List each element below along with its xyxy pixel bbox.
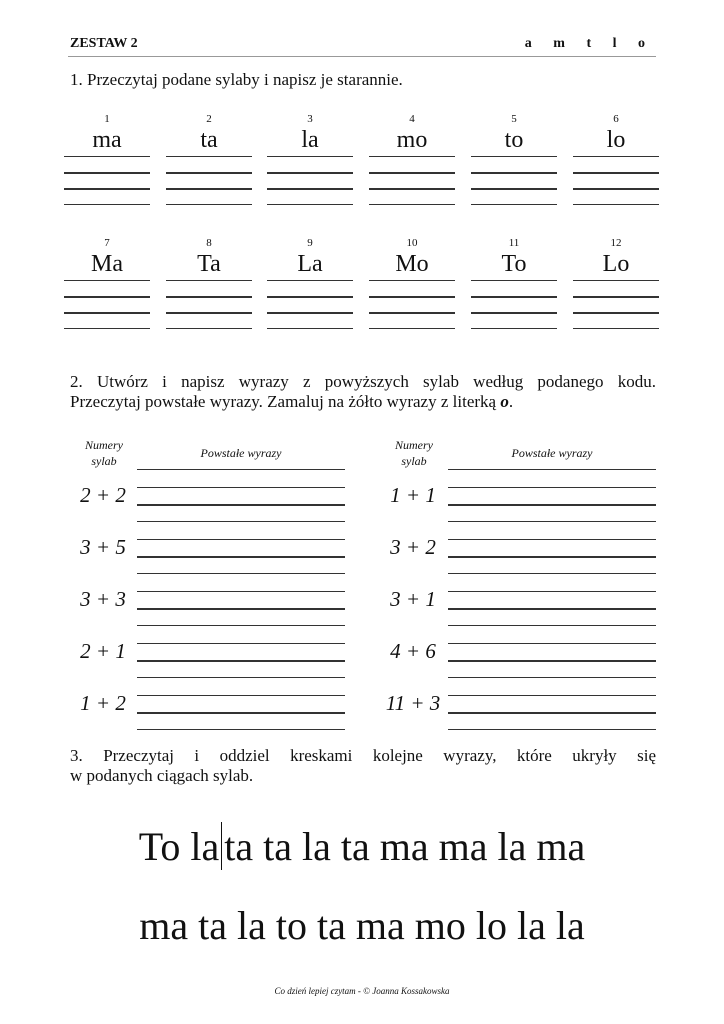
answer-line[interactable] xyxy=(448,712,656,714)
chain1-rest: ta ta la ta ma ma la ma xyxy=(224,824,586,869)
writing-line[interactable] xyxy=(471,280,557,281)
answer-line[interactable] xyxy=(137,625,345,626)
header-numbers-label: Numery xyxy=(85,438,123,452)
answer-line[interactable] xyxy=(448,521,656,522)
syllable-number: 10 xyxy=(406,237,418,249)
syllable-card xyxy=(369,236,455,336)
writing-line[interactable] xyxy=(573,328,659,329)
answer-line[interactable] xyxy=(448,695,656,696)
answer-line[interactable] xyxy=(448,504,656,506)
syllable-chain-2[interactable]: ma ta la to ta ma mo lo la la xyxy=(139,903,585,948)
syllable-card xyxy=(64,112,150,212)
footer-credit: Co dzień lepiej czytam - © Joanna Kossakowska xyxy=(274,986,450,996)
writing-line[interactable] xyxy=(448,469,656,470)
exercise3-instruction xyxy=(70,746,656,786)
writing-line[interactable] xyxy=(64,296,150,298)
syllable-number: 6 xyxy=(613,113,619,125)
exercise3-instruction-line2: w podanych ciągach sylab. xyxy=(70,766,254,785)
syllable-card xyxy=(64,236,150,336)
answer-line[interactable] xyxy=(137,729,345,730)
writing-line[interactable] xyxy=(573,296,659,298)
syllable-number: 7 xyxy=(104,237,110,249)
syllable-number: 5 xyxy=(511,113,517,125)
syllable-text: Ma xyxy=(91,251,123,277)
writing-line[interactable] xyxy=(64,280,150,281)
exercise3-instruction-line1: 3. Przeczytaj i oddziel kreskami kolejne wyrazy, które ukryły się xyxy=(70,746,656,765)
letter-o: o xyxy=(500,392,509,411)
syllable-code: 11 + 3 xyxy=(385,691,441,715)
syllable-text: to xyxy=(504,127,524,153)
writing-line[interactable] xyxy=(471,172,557,174)
answer-line[interactable] xyxy=(448,591,656,592)
writing-line[interactable] xyxy=(267,188,353,190)
answer-line[interactable] xyxy=(137,591,345,592)
answer-line[interactable] xyxy=(448,539,656,540)
answer-line[interactable] xyxy=(137,487,345,488)
syllable-card xyxy=(573,112,659,212)
writing-line[interactable] xyxy=(166,204,252,205)
answer-line[interactable] xyxy=(137,695,345,696)
syllable-card xyxy=(471,236,557,336)
syllable-text: lo xyxy=(606,127,626,153)
exercise1-instruction: 1. Przeczytaj podane sylaby i napisz je starannie. xyxy=(70,70,403,89)
syllable-code: 1 + 1 xyxy=(390,483,436,507)
left-header-words: Powstałe wyrazy xyxy=(200,446,282,460)
syllable-text: ma xyxy=(92,127,122,153)
answer-line[interactable] xyxy=(448,677,656,678)
syllable-card xyxy=(267,112,353,212)
syllable-code: 3 + 2 xyxy=(390,535,436,559)
writing-line[interactable] xyxy=(267,280,353,281)
syllable-number: 11 xyxy=(508,237,520,249)
header-syllables-label: sylab xyxy=(401,454,427,468)
answer-line[interactable] xyxy=(137,643,345,644)
syllable-text: mo xyxy=(396,127,428,153)
writing-line[interactable] xyxy=(267,172,353,174)
writing-line[interactable] xyxy=(369,296,455,298)
chain1-first-word: To la xyxy=(138,824,220,869)
writing-line[interactable] xyxy=(166,312,252,314)
writing-line[interactable] xyxy=(64,156,150,157)
writing-line[interactable] xyxy=(166,188,252,190)
syllable-number: 9 xyxy=(307,237,313,249)
answer-line[interactable] xyxy=(448,556,656,558)
writing-line[interactable] xyxy=(471,312,557,314)
writing-line[interactable] xyxy=(64,188,150,190)
writing-line[interactable] xyxy=(267,312,353,314)
answer-line[interactable] xyxy=(448,729,656,730)
divider-mark xyxy=(221,822,222,870)
header-numbers-label: Numery xyxy=(395,438,433,452)
syllable-number: 12 xyxy=(610,237,622,249)
syllable-code: 3 + 1 xyxy=(390,587,436,611)
set-title: ZESTAW 2 xyxy=(70,36,138,51)
syllable-code: 2 + 2 xyxy=(80,483,126,507)
syllable-code: 4 + 6 xyxy=(390,639,436,663)
writing-line[interactable] xyxy=(471,204,557,205)
syllable-card xyxy=(369,112,455,212)
letters-set: a m t l o xyxy=(524,36,654,51)
answer-line[interactable] xyxy=(137,608,345,610)
writing-line[interactable] xyxy=(267,156,353,157)
page-header xyxy=(68,34,656,57)
writing-line[interactable] xyxy=(369,156,455,157)
writing-line[interactable] xyxy=(64,172,150,174)
syllable-code: 3 + 3 xyxy=(80,587,126,611)
exercise2-instruction-text: Przeczytaj powstałe wyrazy. Zamaluj na żółto wyrazy z literką xyxy=(70,392,501,411)
writing-line[interactable] xyxy=(369,328,455,329)
syllable-text: La xyxy=(297,251,323,277)
answer-line[interactable] xyxy=(448,573,656,574)
writing-line[interactable] xyxy=(166,280,252,281)
syllable-card xyxy=(573,236,659,336)
exercise2-instruction-line2 xyxy=(70,392,656,412)
syllable-number: 1 xyxy=(104,113,110,125)
answer-line[interactable] xyxy=(137,539,345,540)
answer-line[interactable] xyxy=(137,677,345,678)
answer-line[interactable] xyxy=(137,712,345,714)
exercise2-instruction-line1: 2. Utwórz i napisz wyrazy z powyższych sylab według podanego kodu. xyxy=(70,372,656,391)
writing-line[interactable] xyxy=(64,312,150,314)
right-header-words: Powstałe wyrazy xyxy=(511,446,593,460)
answer-line[interactable] xyxy=(137,660,345,662)
writing-line[interactable] xyxy=(573,312,659,314)
writing-line[interactable] xyxy=(573,188,659,190)
exercise2-instruction-end: . xyxy=(508,392,514,411)
writing-line[interactable] xyxy=(369,172,455,174)
exercise2-instruction xyxy=(70,372,656,412)
syllable-text: To xyxy=(501,251,527,277)
writing-line[interactable] xyxy=(267,204,353,205)
answer-line[interactable] xyxy=(137,521,345,522)
answer-line[interactable] xyxy=(448,625,656,626)
writing-line[interactable] xyxy=(166,328,252,329)
answer-line[interactable] xyxy=(448,660,656,662)
answer-line[interactable] xyxy=(448,608,656,610)
answer-line[interactable] xyxy=(448,487,656,488)
syllable-number: 4 xyxy=(409,113,415,125)
writing-line[interactable] xyxy=(471,156,557,157)
syllable-number: 3 xyxy=(307,113,313,125)
writing-line[interactable] xyxy=(267,296,353,298)
writing-line[interactable] xyxy=(166,156,252,157)
answer-line[interactable] xyxy=(137,573,345,574)
writing-line[interactable] xyxy=(471,296,557,298)
right-header-numbers xyxy=(376,437,452,469)
answer-line[interactable] xyxy=(137,556,345,558)
writing-line[interactable] xyxy=(369,204,455,205)
syllable-card xyxy=(471,112,557,212)
writing-line[interactable] xyxy=(573,204,659,205)
syllable-card xyxy=(166,112,252,212)
syllable-code: 3 + 5 xyxy=(80,535,126,559)
answer-line[interactable] xyxy=(137,504,345,506)
header-syllables-label: sylab xyxy=(91,454,117,468)
left-header-numbers xyxy=(66,437,142,469)
writing-line[interactable] xyxy=(166,296,252,298)
syllable-code: 1 + 2 xyxy=(80,691,126,715)
writing-line[interactable] xyxy=(369,280,455,281)
writing-line[interactable] xyxy=(64,328,150,329)
syllable-text: la xyxy=(301,127,319,153)
writing-line[interactable] xyxy=(573,156,659,157)
syllable-card xyxy=(267,236,353,336)
writing-line[interactable] xyxy=(64,204,150,205)
syllable-text: ta xyxy=(200,127,218,153)
syllable-text: Lo xyxy=(602,251,630,277)
writing-line[interactable] xyxy=(471,188,557,190)
writing-line[interactable] xyxy=(471,328,557,329)
writing-line[interactable] xyxy=(369,188,455,190)
writing-line[interactable] xyxy=(573,172,659,174)
answer-line[interactable] xyxy=(448,643,656,644)
writing-line[interactable] xyxy=(137,469,345,470)
syllable-number: 2 xyxy=(206,113,212,125)
writing-line[interactable] xyxy=(166,172,252,174)
syllable-code: 2 + 1 xyxy=(80,639,126,663)
syllable-card xyxy=(166,236,252,336)
writing-line[interactable] xyxy=(369,312,455,314)
writing-line[interactable] xyxy=(573,280,659,281)
writing-line[interactable] xyxy=(267,328,353,329)
syllable-text: Ta xyxy=(197,251,221,277)
syllable-text: Mo xyxy=(395,251,429,277)
syllable-chain-1[interactable] xyxy=(0,822,724,870)
syllable-number: 8 xyxy=(206,237,212,249)
